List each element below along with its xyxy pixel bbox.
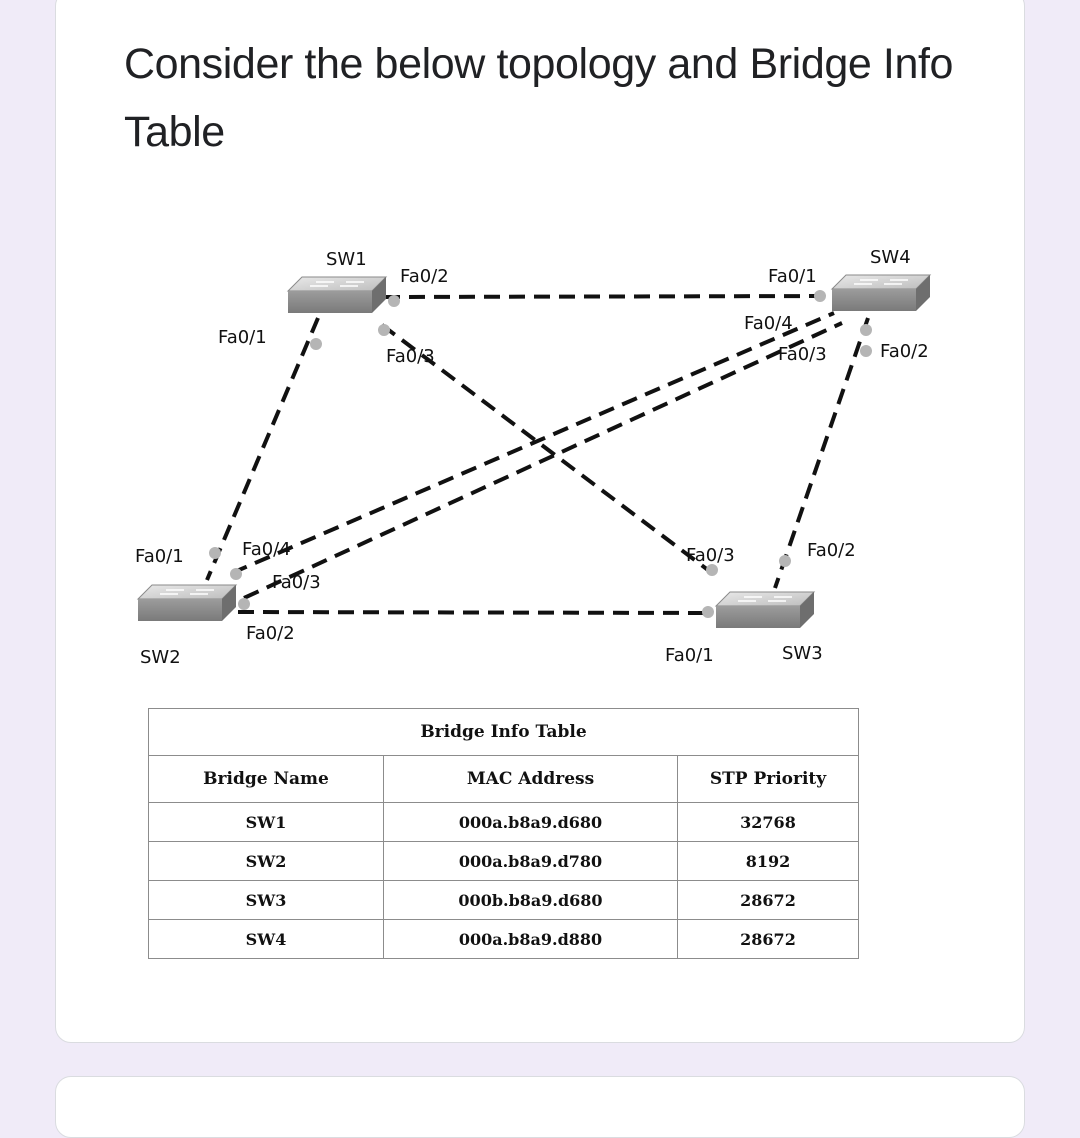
- mac-address-cell: 000a.b8a9.d880: [384, 920, 678, 959]
- sw3-fa01-label: Fa0/1: [665, 645, 714, 666]
- port-dot: [209, 547, 221, 559]
- header-bridge-name: Bridge Name: [149, 756, 384, 803]
- stp-priority-cell: 28672: [678, 920, 859, 959]
- port-dot: [238, 598, 250, 610]
- table-row: [149, 803, 859, 842]
- sw3-fa03-label: Fa0/3: [686, 545, 735, 566]
- sw4-label: SW4: [870, 247, 911, 268]
- sw3-fa02-label: Fa0/2: [807, 540, 856, 561]
- sw4-fa03-label: Fa0/3: [778, 344, 827, 365]
- sw2-fa03-label: Fa0/3: [272, 572, 321, 593]
- sw1-fa03-label: Fa0/3: [386, 346, 435, 367]
- header-mac-address: MAC Address: [384, 756, 678, 803]
- mac-address-cell: 000a.b8a9.d780: [384, 842, 678, 881]
- sw4-fa02-label: Fa0/2: [880, 341, 929, 362]
- link-sw2-sw3: [238, 612, 712, 613]
- sw4-switch-icon: [832, 275, 930, 311]
- bridge-info-table: [148, 708, 859, 959]
- sw2-fa01-label: Fa0/1: [135, 546, 184, 567]
- link-sw2-sw4-b: [244, 323, 842, 598]
- sw1-fa01-label: Fa0/1: [218, 327, 267, 348]
- port-dot: [860, 324, 872, 336]
- bridge-name-cell: SW4: [149, 920, 384, 959]
- link-sw2-sw4-a: [232, 313, 834, 573]
- sw2-label: SW2: [140, 647, 181, 668]
- stp-priority-cell: 8192: [678, 842, 859, 881]
- port-dot: [310, 338, 322, 350]
- port-dot: [378, 324, 390, 336]
- sw2-fa02-label: Fa0/2: [246, 623, 295, 644]
- link-sw1-sw4: [384, 296, 832, 297]
- sw1-switch-icon: [288, 277, 386, 313]
- table-row: [149, 920, 859, 959]
- table-title: Bridge Info Table: [149, 709, 859, 756]
- sw3-label: SW3: [782, 643, 823, 664]
- sw4-fa04-label: Fa0/4: [744, 313, 793, 334]
- port-dot: [230, 568, 242, 580]
- mac-address-cell: 000a.b8a9.d680: [384, 803, 678, 842]
- sw2-fa04-label: Fa0/4: [242, 539, 291, 560]
- sw1-label: SW1: [326, 249, 367, 270]
- port-dot: [814, 290, 826, 302]
- sw2-switch-icon: [138, 585, 236, 621]
- bridge-name-cell: SW3: [149, 881, 384, 920]
- bridge-name-cell: SW2: [149, 842, 384, 881]
- stp-priority-cell: 32768: [678, 803, 859, 842]
- next-question-card: [55, 1076, 1025, 1138]
- port-dot: [702, 606, 714, 618]
- table-row: [149, 881, 859, 920]
- mac-address-cell: 000b.b8a9.d680: [384, 881, 678, 920]
- sw4-fa01-label: Fa0/1: [768, 266, 817, 287]
- sw1-fa02-label: Fa0/2: [400, 266, 449, 287]
- question-title: Consider the below topology and Bridge Info Table: [124, 40, 954, 156]
- sw3-switch-icon: [716, 592, 814, 628]
- stp-priority-cell: 28672: [678, 881, 859, 920]
- port-dot: [779, 555, 791, 567]
- bridge-name-cell: SW1: [149, 803, 384, 842]
- header-stp-priority: STP Priority: [678, 756, 859, 803]
- port-dot: [860, 345, 872, 357]
- table-row: [149, 842, 859, 881]
- port-dot: [388, 295, 400, 307]
